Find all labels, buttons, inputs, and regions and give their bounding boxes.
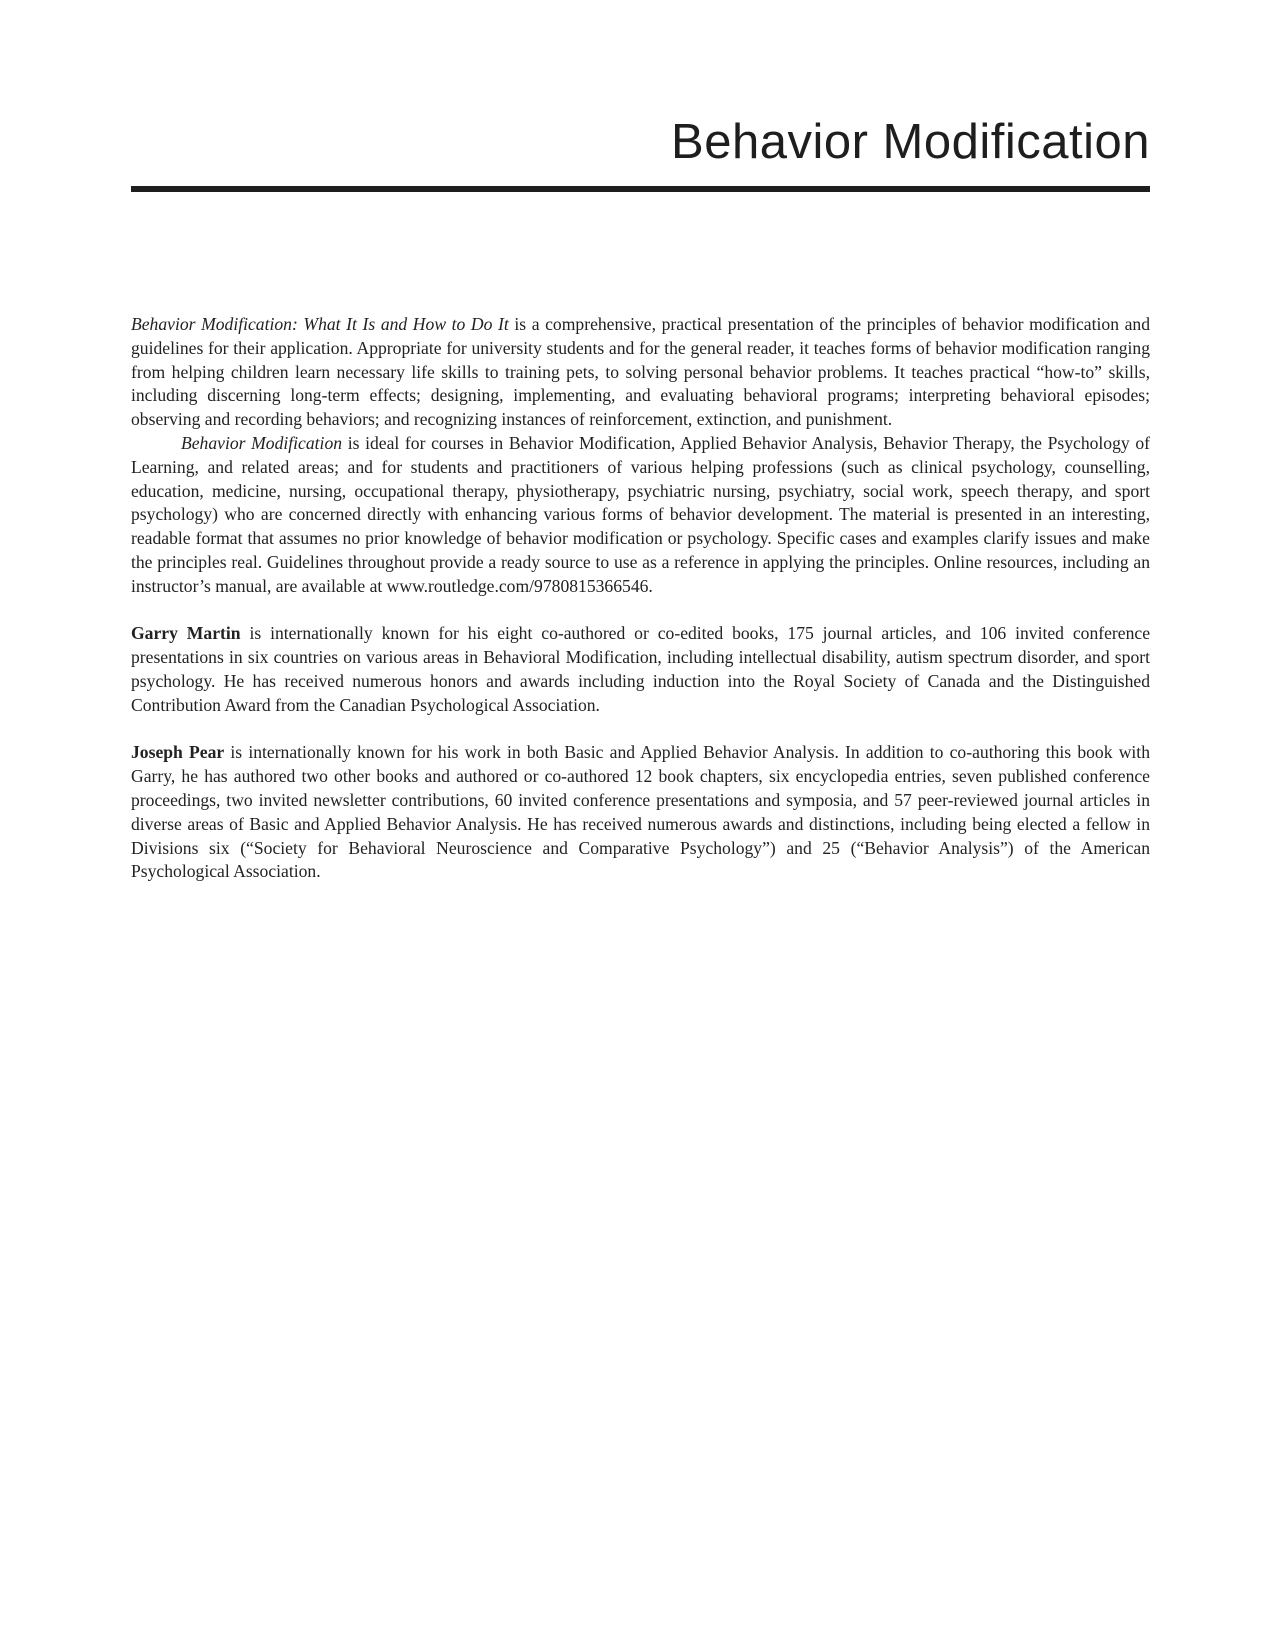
author-bio-text: is internationally known for his work in both Basic and Applied Behavior Analysis. In addition to co-authoring this book with Garry, he has authored two other books and authored or co-authored 12 book chapters, six encyclopedia entries, seven published conference proceedings, two invited newsletter contributions, 60 invited conference presentations and symposia, and 57 peer-reviewed journal articles in diverse areas of Basic and Applied Behavior Analysis. He has received numerous awards and distinctions, including being elected a fellow in Divisions six (“Society for Behavioral Neuroscience and Comparative Psychology”) and 25 (“Behavior Analysis”) of the American Psychological Association. (131, 742, 1150, 882)
author-bio-text: is internationally known for his eight co-authored or co-edited books, 175 journal articles, and 106 invited conference presentations in six countries on various areas in Behavioral Modification, including intellectual disability, autism spectrum disorder, and sport psychology. He has received numerous honors and awards including induction into the Royal Society of Canada and the Distinguished Contribution Award from the Canadian Psychological Association. (131, 623, 1151, 715)
description-text-1: is a comprehensive, practical presentation of the principles of behavior modification and guidelines for their application. Appropriate for university students and for the general reader, it teaches forms of behavior modification ranging from helping children learn necessary life skills to training pets, to solving personal behavior problems. It teaches practical “how-to” skills, including discerning long-term effects; designing, implementing, and evaluating behavioral programs; interpreting behavioral episodes; observing and recording behaviors; and recognizing instances of reinforcement, extinction, and punishment. (131, 314, 1150, 430)
author-bio-garry-martin (131, 622, 1150, 717)
back-cover-text (131, 313, 1150, 884)
author-name: Garry Martin (131, 623, 241, 644)
author-name: Joseph Pear (131, 742, 225, 763)
book-title-italic: Behavior Modification: What It Is and How to Do It (131, 314, 509, 334)
description-text-2: is ideal for courses in Behavior Modification, Applied Behavior Analysis, Behavior Therapy, the Psychology of Learning, and related areas; and for students and practitioners of various helping professions (such as clinical psychology, counselling, education, medicine, nursing, occupational therapy, physiotherapy, psychiatric nursing, psychiatry, social work, speech therapy, and sport psychology) who are concerned directly with enhancing various forms of behavior development. The material is presented in an interesting, readable format that assumes no prior knowledge of behavior modification or psychology. Specific cases and examples clarify issues and make the principles real. Guidelines throughout provide a ready source to use as a reference in applying the principles. Online resources, including an instructor’s manual, are available at www.routledge.com/9780815366546. (131, 432, 1151, 596)
description-paragraph-2 (131, 432, 1150, 599)
description-paragraph-1 (131, 313, 1150, 432)
page-title: Behavior Modification (671, 115, 1150, 169)
author-bio-joseph-pear (131, 741, 1150, 884)
book-title-short-italic: Behavior Modification (181, 432, 343, 453)
title-rule (131, 186, 1150, 192)
